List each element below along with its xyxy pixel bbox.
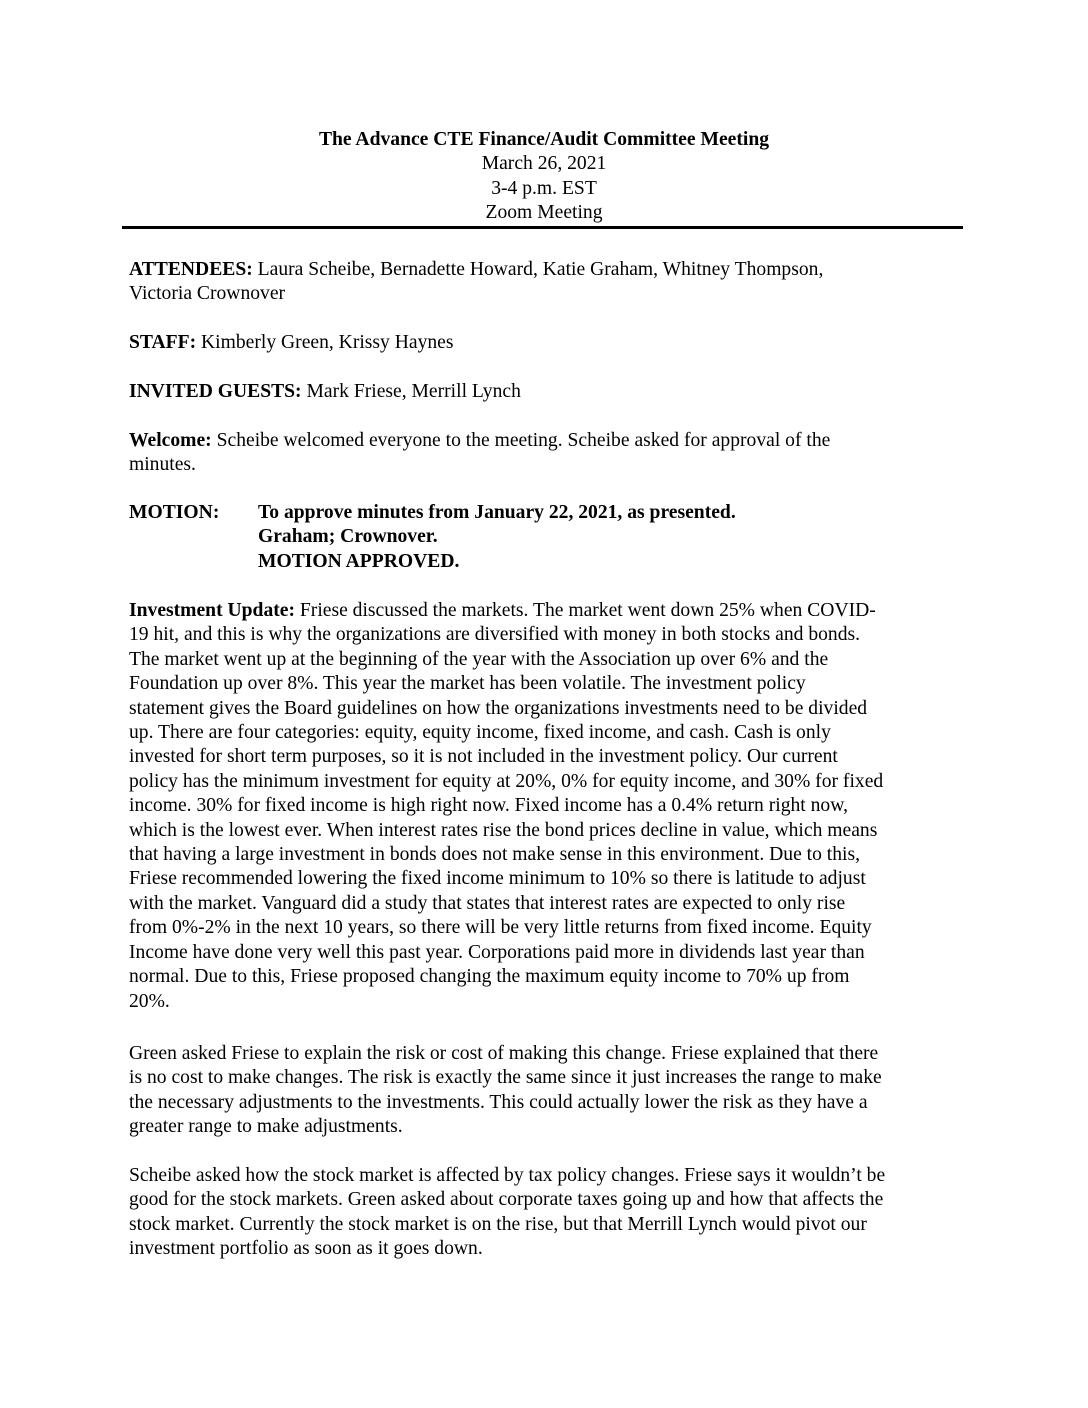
attendees-section <box>129 258 969 307</box>
investment-text-13: with the market. Vanguard did a study that states that interest rates are expected to only rise <box>129 892 846 914</box>
investment-text-9: income. 30% for fixed income is high right now. Fixed income has a 0.4% return right now, <box>129 795 849 817</box>
staff-label: STAFF: <box>129 332 197 353</box>
motion-label: MOTION: <box>129 502 220 523</box>
header-divider <box>122 226 963 229</box>
welcome-section <box>129 429 969 478</box>
meeting-location: Zoom Meeting <box>485 202 603 224</box>
investment-text-15: Income have done very well this past year. Corporations paid more in dividends last year than <box>129 941 865 963</box>
risk-text-1: Green asked Friese to explain the risk or cost of making this change. Friese explained that there <box>129 1043 879 1064</box>
investment-text-17: 20%. <box>129 990 170 1012</box>
investment-text-5: statement gives the Board guidelines on how the organizations investments need to be divided <box>129 697 868 719</box>
risk-text-4: greater range to make adjustments. <box>129 1116 403 1138</box>
staff-names: Kimberly Green, Krissy Haynes <box>196 332 454 353</box>
investment-update-section <box>129 599 969 1014</box>
motion-line-1: To approve minutes from January 22, 2021, as presented. <box>258 502 736 523</box>
tax-text-3: stock market. Currently the stock market is on the rise, but that Merrill Lynch would pivot our <box>129 1213 867 1235</box>
meeting-title: The Advance CTE Finance/Audit Committee Meeting <box>318 129 770 150</box>
meeting-date: March 26, 2021 <box>481 153 607 175</box>
investment-text-14: from 0%-2% in the next 10 years, so there will be very little returns from fixed income. Equity <box>129 917 872 939</box>
motion-line-3: MOTION APPROVED. <box>258 550 460 572</box>
investment-text-11: that having a large investment in bonds does not make sense in this environment. Due to this, <box>129 844 861 866</box>
attendees-names-2: Victoria Crownover <box>129 283 286 305</box>
staff-line <box>129 331 969 355</box>
risk-discussion-section <box>129 1042 969 1140</box>
motion-text <box>258 501 958 574</box>
guests-section <box>129 380 969 404</box>
tax-text-2: good for the stock markets. Green asked about corporate taxes going up and how that affects the <box>129 1189 884 1211</box>
attendees-line-1 <box>129 258 969 282</box>
investment-text-3: The market went up at the beginning of the year with the Association up over 6% and the <box>129 648 829 670</box>
meeting-header <box>0 128 1088 226</box>
guests-label: INVITED GUESTS: <box>129 381 302 402</box>
investment-label: Investment Update: <box>129 600 295 621</box>
investment-text-7: invested for short term purposes, so it is not included in the investment policy. Our current <box>129 746 838 768</box>
tax-policy-section <box>129 1164 969 1262</box>
staff-section <box>129 331 969 355</box>
guests-names: Mark Friese, Merrill Lynch <box>301 381 521 402</box>
tax-text-1: Scheibe asked how the stock market is affected by tax policy changes. Friese says it wouldn’t be <box>129 1165 886 1186</box>
risk-text-3: the necessary adjustments to the investments. This could actually lower the risk as they have a <box>129 1091 868 1113</box>
tax-text-4: investment portfolio as soon as it goes down. <box>129 1238 483 1260</box>
attendees-label: ATTENDEES: <box>129 259 253 280</box>
investment-text-16: normal. Due to this, Friese proposed changing the maximum equity income to 70% up from <box>129 966 850 988</box>
investment-text-6: up. There are four categories: equity, equity income, fixed income, and cash. Cash is only <box>129 722 831 744</box>
guests-line <box>129 380 969 404</box>
investment-text-8: policy has the minimum investment for equity at 20%, 0% for equity income, and 30% for fixed <box>129 770 884 792</box>
welcome-line-1 <box>129 429 969 453</box>
investment-text-12: Friese recommended lowering the fixed income minimum to 10% so there is latitude to adjust <box>129 868 866 890</box>
motion-line-2: Graham; Crownover. <box>258 526 438 548</box>
attendees-names-1: Laura Scheibe, Bernadette Howard, Katie Graham, Whitney Thompson, <box>252 259 824 280</box>
welcome-text-2: minutes. <box>129 454 196 476</box>
meeting-time: 3-4 p.m. EST <box>491 177 597 199</box>
risk-text-2: is no cost to make changes. The risk is exactly the same since it just increases the range to make <box>129 1067 882 1089</box>
investment-text-10: which is the lowest ever. When interest rates rise the bond prices decline in value, which means <box>129 819 878 841</box>
welcome-label: Welcome: <box>129 430 212 451</box>
investment-text-1: Friese discussed the markets. The market went down 25% when COVID- <box>295 600 876 621</box>
investment-text-2: 19 hit, and this is why the organizations are diversified with money in both stocks and bonds. <box>129 624 861 646</box>
investment-line-1 <box>129 599 969 623</box>
investment-text-4: Foundation up over 8%. This year the market has been volatile. The investment policy <box>129 673 806 695</box>
welcome-text-1: Scheibe welcomed everyone to the meeting. Scheibe asked for approval of the <box>211 430 831 451</box>
